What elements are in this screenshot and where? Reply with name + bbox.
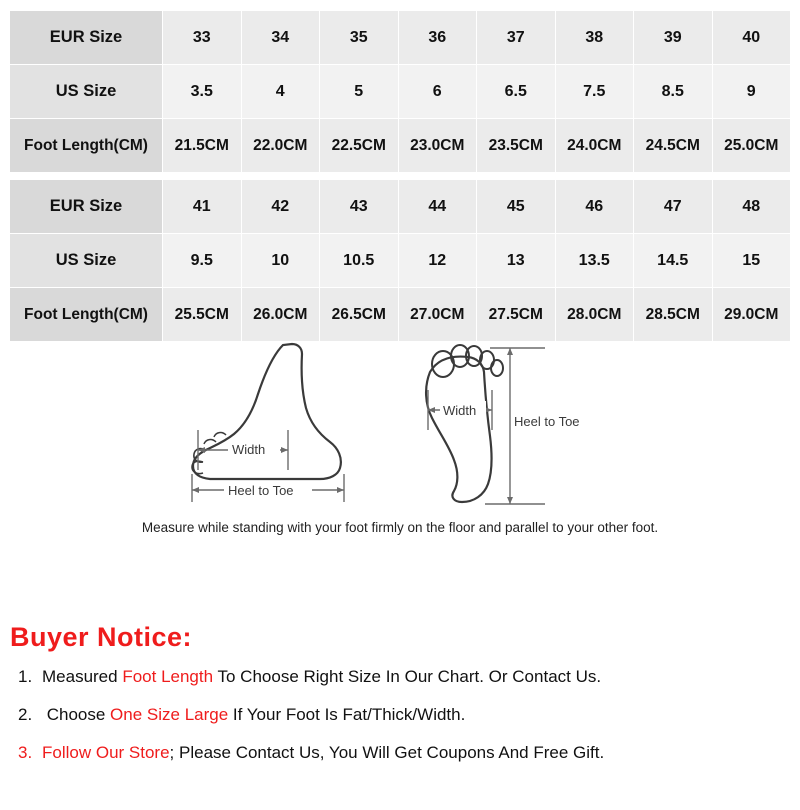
table-cell: 22.0CM [241, 119, 320, 173]
list-item-number: 1. [18, 667, 33, 686]
side-view-length-label: Heel to Toe [228, 483, 294, 498]
table-cell: 29.0CM [712, 288, 791, 342]
list-item-number: 2. [18, 705, 33, 724]
table-cell: 4 [241, 65, 320, 119]
table-row [10, 234, 791, 288]
buyer-notice-section [0, 610, 800, 781]
list-item-text-part: Choose [42, 705, 111, 724]
top-view-length-label: Heel to Toe [514, 414, 580, 429]
table-cell: 26.0CM [241, 288, 320, 342]
table-cell: 45 [477, 180, 556, 234]
table-cell: 6 [398, 65, 477, 119]
table-cell: 12 [398, 234, 477, 288]
list-item-text-part: Measured [42, 667, 123, 686]
row-header-eur: EUR Size [10, 11, 163, 65]
table-cell: 22.5CM [320, 119, 399, 173]
table-cell: 27.5CM [477, 288, 556, 342]
size-chart-page [0, 10, 800, 810]
table-cell: 13 [477, 234, 556, 288]
table-cell: 38 [555, 11, 634, 65]
table-cell: 47 [634, 180, 713, 234]
top-view-width-label: Width [443, 403, 477, 418]
table-cell: 46 [555, 180, 634, 234]
table-cell: 3.5 [163, 65, 242, 119]
foot-measuring-diagram [0, 342, 800, 557]
list-item [0, 667, 800, 687]
size-conversion-table [9, 10, 791, 342]
table-cell: 48 [712, 180, 791, 234]
table-cell: 34 [241, 11, 320, 65]
table-cell: 40 [712, 11, 791, 65]
table-cell: 26.5CM [320, 288, 399, 342]
table-cell: 27.0CM [398, 288, 477, 342]
table-cell: 15 [712, 234, 791, 288]
buyer-notice-title: Buyer Notice: [10, 622, 193, 652]
table-cell: 25.0CM [712, 119, 791, 173]
table-row [10, 65, 791, 119]
list-item [0, 743, 800, 763]
list-item-text-part: To Choose Right Size In Our Chart. Or Contact Us. [213, 667, 602, 686]
table-cell: 36 [398, 11, 477, 65]
table-cell: 9.5 [163, 234, 242, 288]
table-cell: 7.5 [555, 65, 634, 119]
table-cell: 33 [163, 11, 242, 65]
table-cell: 6.5 [477, 65, 556, 119]
row-header-eur: EUR Size [10, 180, 163, 234]
table-cell: 24.5CM [634, 119, 713, 173]
table-cell: 39 [634, 11, 713, 65]
list-item-text-part: ; Please Contact Us, You Will Get Coupons And Free Gift. [169, 743, 605, 762]
table-cell: 25.5CM [163, 288, 242, 342]
buyer-notice-list [0, 667, 800, 763]
table-cell: 13.5 [555, 234, 634, 288]
list-item-highlight: Foot Length [122, 667, 214, 686]
table-row [10, 119, 791, 173]
row-header-us: US Size [10, 65, 163, 119]
row-header-foot-length: Foot Length(CM) [10, 288, 163, 342]
table-cell: 35 [320, 11, 399, 65]
table-cell: 43 [320, 180, 399, 234]
table-cell: 10 [241, 234, 320, 288]
row-header-us: US Size [10, 234, 163, 288]
table-cell: 8.5 [634, 65, 713, 119]
table-cell: 10.5 [320, 234, 399, 288]
table-cell: 44 [398, 180, 477, 234]
table-cell: 28.0CM [555, 288, 634, 342]
table-cell: 23.5CM [477, 119, 556, 173]
top-view-width-dimension [428, 390, 492, 430]
table-cell: 23.0CM [398, 119, 477, 173]
table-cell: 5 [320, 65, 399, 119]
table-row [10, 11, 791, 65]
side-view-foot-icon [192, 344, 341, 479]
side-view-width-label: Width [232, 442, 266, 457]
measure-instruction-note: Measure while standing with your foot firmly on the floor and parallel to your other foot. [141, 520, 659, 535]
table-block-divider [10, 173, 791, 180]
table-row [10, 288, 791, 342]
list-item [0, 705, 800, 725]
list-item-highlight: One Size Large [110, 705, 229, 724]
table-row [10, 180, 791, 234]
list-item-number: 3. [18, 743, 33, 762]
list-item-text-part: If Your Foot Is Fat/Thick/Width. [228, 705, 466, 724]
table-cell: 42 [241, 180, 320, 234]
table-cell: 24.0CM [555, 119, 634, 173]
row-header-foot-length: Foot Length(CM) [10, 119, 163, 173]
table-cell: 14.5 [634, 234, 713, 288]
table-cell: 21.5CM [163, 119, 242, 173]
table-cell: 9 [712, 65, 791, 119]
table-cell: 41 [163, 180, 242, 234]
follow-our-store-link[interactable]: Follow Our Store [42, 743, 170, 762]
table-cell: 37 [477, 11, 556, 65]
table-cell: 28.5CM [634, 288, 713, 342]
